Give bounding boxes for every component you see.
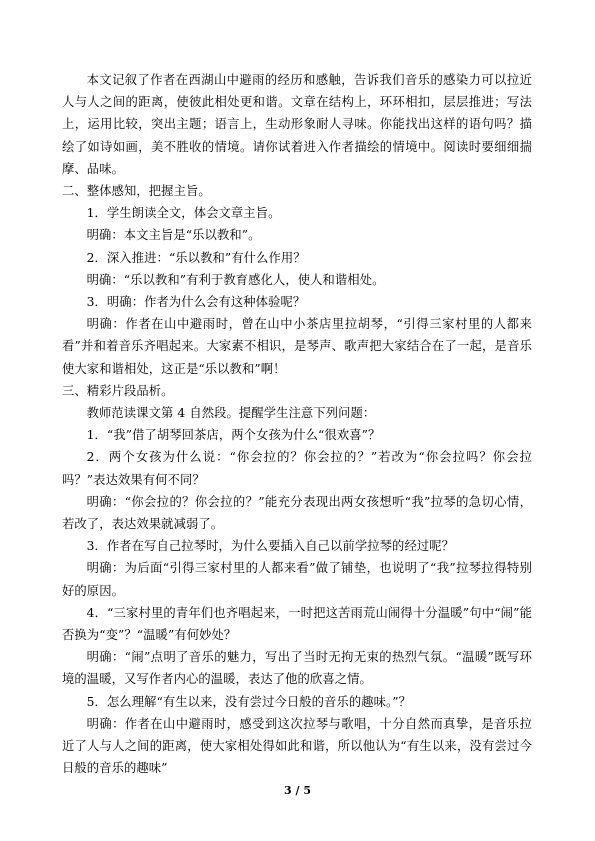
answer-paragraph: 明确：作者在山中避雨时，曾在山中小茶店里拉胡琴，“引得三家村里的人都来看”并和着音乐齐唱起来。大家素不相识，是琴声、歌声把大家结合在了一起，是音乐使大家和谐相处，这正是“乐以教和”啊！: [62, 317, 532, 376]
question-item: 2．深入推进：“乐以教和”有什么作用？: [86, 250, 306, 265]
intro-paragraph: 本文记叙了作者在西湖山中避雨的经历和感触，告诉我们音乐的感染力可以拉近人与人之间的距离，使彼此相处更和谐。文章在结构上，环环相扣，层层推进；写法上，运用比较，突出主题；语言上，生动形象耐人寻味。你能找出这样的语句吗？描绘了如诗如画，美不胜收的情境。请你试着进入作者描绘的情境中。阅读时要细细揣摩、品味。: [62, 73, 532, 176]
question-item: 3．明确：作者为什么会有这种体验呢？: [86, 295, 306, 310]
document-body: [62, 69, 532, 780]
answer-paragraph: 明确：“闹”点明了音乐的魅力，写出了当时无拘无束的热烈气氛。“温暖”既写环境的温暖，又写作者内心的温暖，表达了他的欣喜之情。: [62, 650, 532, 687]
question-item: 3．作者在写自己拉琴时，为什么要插入自己以前学拉琴的经过呢？: [86, 539, 455, 554]
section-intro: 教师范读课文第 4 自然段。提醒学生注意下列问题：: [86, 406, 376, 421]
question-item: 2．两个女孩为什么说：“你会拉的？你会拉的？”若改为“你会拉吗？你会拉吗？”表达效果有何不同？: [62, 450, 532, 487]
page-number: 3 / 5: [284, 784, 311, 797]
question-item: 1．“我”借了胡琴回茶店，两个女孩为什么“很欢喜”？: [86, 428, 381, 443]
question-item: 4．“三家村里的青年们也齐唱起来，一时把这苦雨荒山闹得十分温暖”句中“闹”能否换为“变”？“温暖”有何妙处？: [62, 605, 532, 643]
question-item: 5．怎么理解“有生以来，没有尝过今日般的音乐的趣味。”？: [86, 694, 412, 709]
section-heading-3: 三、精彩片段品析。: [62, 383, 174, 398]
answer-paragraph: 明确：本文主旨是“乐以教和”。: [86, 228, 261, 243]
answer-paragraph: 明确：“你会拉的？你会拉的？”能充分表现出两女孩想听“我”拉琴的急切心情，若改了，表达效果就减弱了。: [62, 494, 532, 532]
answer-paragraph: 明确：作者在山中避雨时，感受到这次拉琴与歌唱，十分自然而真挚，是音乐拉近了人与人之间的距离，使大家相处得如此和谐，所以他认为“有生以来，没有尝过今日般的音乐的趣味”: [62, 716, 532, 776]
section-heading-2: 二、整体感知，把握主旨。: [62, 184, 211, 199]
question-item: 1．学生朗读全文，体会文章主旨。: [86, 206, 281, 221]
answer-paragraph: 明确：为后面“引得三家村里的人都来看”做了铺垫，也说明了“我”拉琴拉得特别好的原因。: [62, 561, 532, 598]
answer-paragraph: 明确：“乐以教和”有利于教育感化人，使人和谐相处。: [86, 272, 385, 287]
